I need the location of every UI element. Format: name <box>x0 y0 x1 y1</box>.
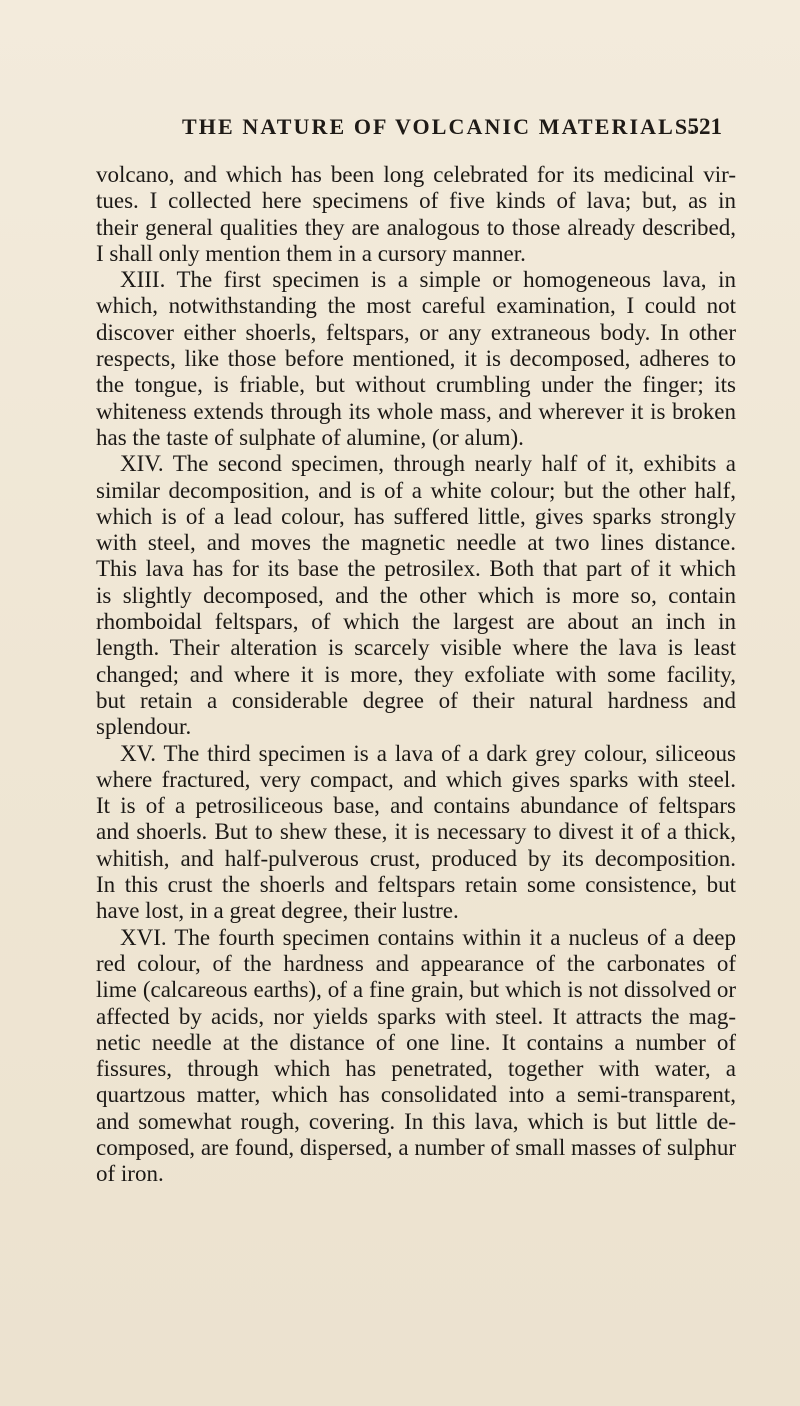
text-line: netic needle at the distance of one line. It contains a number of <box>96 1029 736 1055</box>
text-line: length. Their alteration is scarcely visible where the lava is least <box>96 635 736 661</box>
text-line: their general qualities they are analogous to those already described, <box>96 214 736 240</box>
text-line: In this crust the shoerls and feltspars retain some consistence, but <box>96 872 736 898</box>
text-line: fissures, through which has penetrated, together with water, a <box>96 1056 736 1082</box>
text-line: with steel, and moves the magnetic needle at two lines distance. <box>96 530 736 556</box>
text-line: similar decomposition, and is of a white colour; but the other half, <box>96 477 736 503</box>
text-line: XIII. The first specimen is a simple or homogeneous lava, in <box>120 267 736 293</box>
text-line: of iron. <box>96 1161 164 1187</box>
text-line: has the taste of sulphate of alumine, (or alum). <box>96 424 524 450</box>
text-line: red colour, of the hardness and appearance of the carbonates of <box>96 950 736 976</box>
text-line: affected by acids, nor yields sparks with steel. It attracts the mag- <box>96 1003 736 1029</box>
text-line: whitish, and half-pulverous crust, produced by its decomposition. <box>96 845 736 871</box>
text-line: XV. The third specimen is a lava of a dark grey colour, siliceous <box>120 740 736 766</box>
text-line: discover either shoerls, feltspars, or any extraneous body. In other <box>96 319 736 345</box>
text-line: but retain a considerable degree of their natural hardness and <box>96 687 736 713</box>
text-line: respects, like those before mentioned, it is decomposed, adheres to <box>96 346 736 372</box>
paragraph <box>96 451 736 740</box>
text-line: whiteness extends through its whole mass, and wherever it is broken <box>96 398 736 424</box>
running-head: THE NATURE OF VOLCANIC MATERIALS. <box>182 114 697 139</box>
text-line: have lost, in a great degree, their lustre. <box>96 898 459 924</box>
text-line: It is of a petrosiliceous base, and contains abundance of feltspars <box>96 793 736 819</box>
text-line: and somewhat rough, covering. In this lava, which is but little de- <box>96 1108 736 1134</box>
text-line: and shoerls. But to shew these, it is necessary to divest it of a thick, <box>96 819 736 845</box>
text-line: lime (calcareous earths), of a fine grain, but which is not dissolved or <box>96 977 736 1003</box>
text-line: volcano, and which has been long celebrated for its medicinal vir- <box>96 162 736 187</box>
paragraph <box>96 741 736 925</box>
text-line: composed, are found, dispersed, a number of small masses of sulphur <box>96 1134 736 1160</box>
body-text <box>96 162 736 1188</box>
text-line: XIV. The second specimen, through nearly half of it, exhibits a <box>120 451 736 477</box>
text-line: changed; and where it is more, they exfoliate with some facility, <box>96 661 736 687</box>
paragraph <box>96 162 736 267</box>
text-line: which, notwithstanding the most careful examination, I could not <box>96 293 736 319</box>
text-line: tues. I collected here specimens of five kinds of lava; but, as in <box>96 188 736 214</box>
paragraph <box>96 267 736 451</box>
text-line: This lava has for its base the petrosilex. Both that part of it which <box>96 556 736 582</box>
text-line: splendour. <box>96 714 192 740</box>
text-line: where fractured, very compact, and which gives sparks with steel. <box>96 766 736 792</box>
page-number: 521 <box>687 114 722 139</box>
text-line: quartzous matter, which has consolidated into a semi-transparent, <box>96 1082 736 1108</box>
text-line: is slightly decomposed, and the other which is more so, contain <box>96 582 736 608</box>
text-line: which is of a lead colour, has suffered little, gives sparks strongly <box>96 503 736 529</box>
text-line: I shall only mention them in a cursory manner. <box>96 240 526 266</box>
text-line: the tongue, is friable, but without crumbling under the finger; its <box>96 372 736 398</box>
text-line: XVI. The fourth specimen contains within it a nucleus of a deep <box>120 924 736 950</box>
page-header <box>182 114 722 144</box>
text-line: rhomboidal feltspars, of which the largest are about an inch in <box>96 609 736 635</box>
paragraph <box>96 925 736 1188</box>
